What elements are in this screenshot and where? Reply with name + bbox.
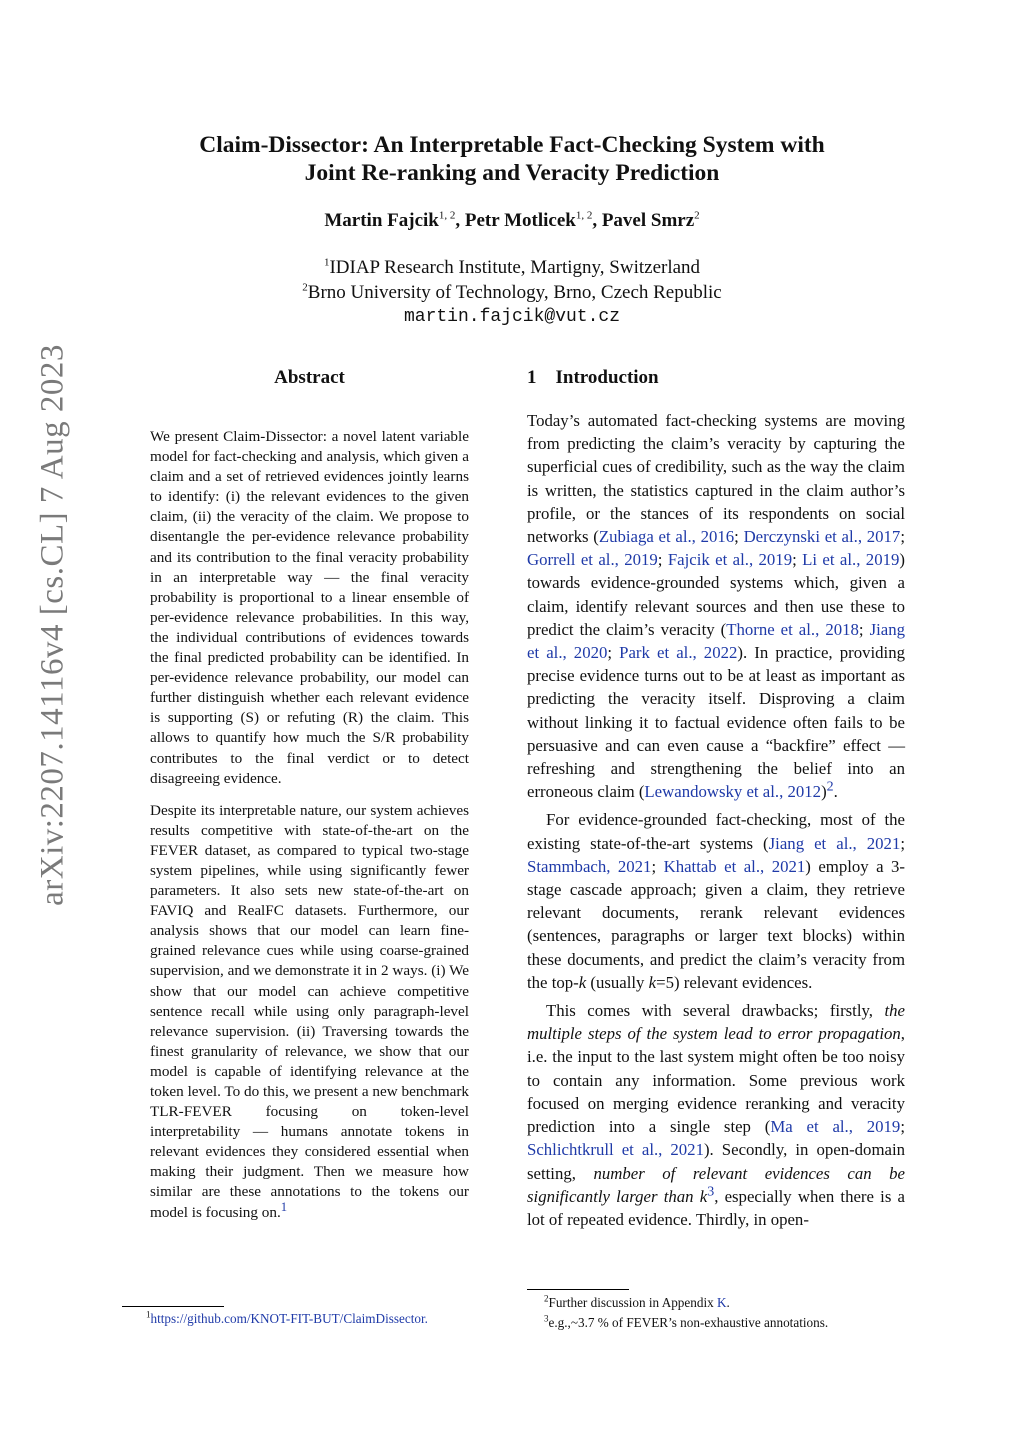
title-line-1: Claim-Dissector: An Interpretable Fact-Checking System with (199, 132, 825, 158)
citation-link[interactable]: Jiang et al., 2021 (768, 833, 901, 853)
affiliations (150, 255, 874, 330)
title-line-2: Joint Re-ranking and Veracity Prediction (304, 160, 720, 186)
author-name: Petr Motlicek (464, 210, 576, 231)
abstract-paragraph-2: Despite its interpretable nature, our system achieves results competitive with state-of-the-art on the FEVER dataset, as compared to typical two-stage system pipelines, while using significantly fewer parameters. It also sets new state-of-the-art on FAVIQ and RealFC datasets. Furthermore, our analysis shows that our model can learn fine-grained relevance cues while using coarse-grained supervision, and we demonstrate it in 2 ways. (i) We show that our model can achieve competitive sentence recall while using only paragraph-level relevance supervision. (ii) Traversing towards the finest granularity of relevance, we show that our model is capable of identifying relevance at the token level. To do this, we present a new benchmark TLR-FEVER focusing on token-level interpretability — humans annotate tokens in relevant evidences they considered essential when making their judgment. Then we measure how similar are these annotations to the tokens our model is focusing on.$^1$ (150, 801, 469, 1221)
citation-link[interactable]: Gorrell et al., 2019 (527, 550, 658, 570)
affiliation-1: $^1$IDIAP Research Institute, Martigny, Switzerland (323, 256, 701, 278)
author-affiliation-mark: 2 (694, 209, 700, 222)
citation-link[interactable]: Park et al., 2022 (619, 643, 738, 663)
abstract-body (150, 427, 469, 1235)
intro-paragraph-1: Today’s automated fact-checking systems are moving from predicting the claim’s veracity by capturing the superficial cues of credibility, such as the way the claim is written, the statistics captured in the claim author’s profile, or the stances of its respondents on social networks (Zubiaga et al., 2016; Derczynski et al., 2017; Gorrell et al., 2019; Fajcik et al., 2019; Li et al., 2019) towards evidence-grounded systems which, given a claim, identify relevant sources and then use these to predict the claim’s veracity (Thorne et al., 2018; Jiang et al., 2020; Park et al., 2022). In practice, providing precise evidence turns out to be at least as important as predicting the veracity itself. Disproving a claim without linking it to factual evidence often fails to be persuasive and can even cause a “backfire” effect — refreshing and strengthening the belief into an erroneous claim (Lewandowsky et al., 2012)$^2$. (527, 411, 905, 802)
footnote-3: $^3$e.g.,~3.7 % of FEVER’s non-exhaustive annotations. (544, 1313, 829, 1330)
citation-link[interactable]: Derczynski et al., 2017 (743, 527, 901, 547)
citation-link[interactable]: Khattab et al., 2021 (663, 856, 806, 876)
footnote-ref[interactable]: 1 (280, 1199, 288, 1214)
appendix-link[interactable]: K (717, 1295, 727, 1310)
citation-link[interactable]: Ma et al., 2019 (770, 1117, 901, 1137)
author-affiliation-mark: 1, 2 (438, 209, 456, 222)
author-name: Martin Fajcik (324, 210, 439, 231)
citation-link[interactable]: Stammbach, 2021 (527, 856, 652, 876)
intro-paragraph-2: For evidence-grounded fact-checking, most of the existing state-of-the-art systems (Jiang et al., 2021; Stammbach, 2021; Khattab et al., 2021) employ a 3-stage cascade approach; given a claim, they retrieve relevant documents, rerank relevant evidences (sentences, paragraphs or larger text blocks) within these documents, and predict the claim’s veracity from the top-k (usually k=5) relevant evidences. (527, 810, 906, 992)
abstract-heading: Abstract (274, 367, 345, 388)
introduction-body (527, 409, 905, 1236)
affiliation-2: $^2$Brno University of Technology, Brno, Czech Republic (302, 281, 722, 303)
footnote-2: $^2$Further discussion in Appendix K. (544, 1293, 730, 1310)
footnotes-right (544, 1293, 924, 1333)
citation-link[interactable]: Lewandowsky et al., 2012 (644, 782, 822, 802)
intro-paragraph-3: This comes with several drawbacks; firstly, the multiple steps of the system lead to error propagation, i.e. the input to the last system might often be too noisy to contain any information. Some previous work focused on merging evidence reranking and veracity prediction into a single step (Ma et al., 2019; Schlichtkrull et al., 2021). Secondly, in open-domain setting, number of relevant evidences can be significantly larger than k$^3$, especially when there is a lot of repeated evidence. Thirdly, in open- (527, 1001, 906, 1229)
author-affiliation-mark: 1, 2 (575, 209, 593, 222)
footnote-rule-left (122, 1306, 224, 1307)
section-number: 1 (527, 367, 537, 388)
citation-link[interactable]: Li et al., 2019 (802, 550, 900, 570)
section-title: Introduction (555, 367, 659, 388)
author-list: Martin Fajcik$^{1, 2}$, Petr Motlicek$^{1, 2}$, Pavel Smrz$^2$ (324, 209, 700, 231)
citation-link[interactable]: Schlichtkrull et al., 2021 (527, 1140, 704, 1160)
section-heading-introduction (527, 367, 659, 389)
citation-link[interactable]: Jiang et al., 2020 (527, 619, 905, 663)
abstract-paragraph-1: We present Claim-Dissector: a novel latent variable model for fact-checking and analysis, which given a claim and a set of retrieved evidences jointly learns to identify: (i) the relevant evidences to the given claim, (ii) the veracity of the claim. We propose to disentangle the per-evidence relevance probability and its contribution to the final veracity probability in an interpretable way — the final veracity probability is proportional to a linear ensemble of per-evidence relevance probabilities. In this way, the individual contributions of evidences towards the final predicted probability can be identified. In per-evidence relevance probability, our model can further distinguish whether each relevant evidence is supporting (S) or refuting (R) the claim. This allows to quantify how much the S/R probability contributes to the final verdict or to detect disagreeing evidence. (150, 428, 469, 787)
citation-link[interactable]: Thorne et al., 2018 (726, 619, 859, 639)
paper-title (150, 131, 874, 187)
arxiv-identifier: arXiv:2207.14116v4 [cs.CL] 7 Aug 2023 (34, 344, 71, 906)
citation-link[interactable]: Fajcik et al., 2019 (667, 550, 793, 570)
footnote-ref[interactable]: 2 (826, 779, 834, 795)
footnote-rule-right (527, 1289, 629, 1290)
footnote-ref[interactable]: 3 (707, 1184, 715, 1200)
author-email[interactable]: martin.fajcik@vut.cz (403, 307, 621, 327)
github-link[interactable]: https://github.com/KNOT-FIT-BUT/ClaimDissector. (150, 1311, 428, 1326)
footnote-1: $^1$https://github.com/KNOT-FIT-BUT/ClaimDissector. (146, 1309, 428, 1326)
citation-link[interactable]: Zubiaga et al., 2016 (598, 527, 735, 547)
author-name: Pavel Smrz (601, 210, 695, 231)
